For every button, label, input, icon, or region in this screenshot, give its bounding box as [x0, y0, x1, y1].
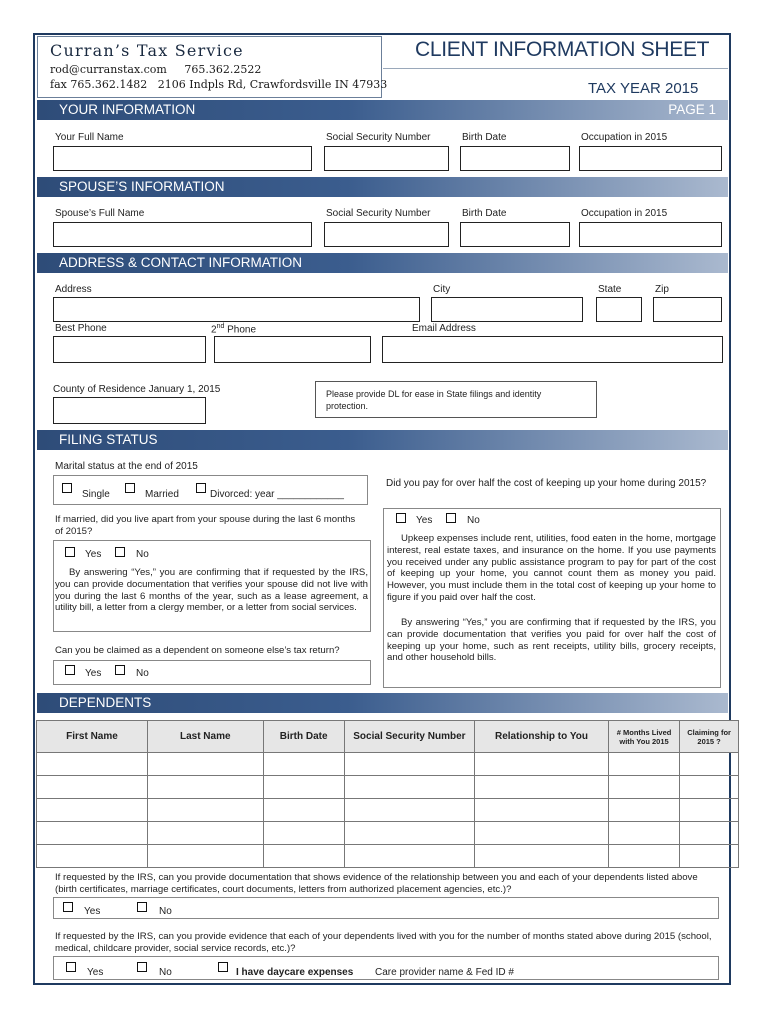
col-claiming: Claiming for 2015 ?	[680, 721, 739, 753]
dependent-cell[interactable]	[263, 799, 344, 822]
address-contact-title: ADDRESS & CONTACT INFORMATION	[59, 255, 303, 270]
your-occupation-input[interactable]	[579, 146, 722, 171]
col-birth-date: Birth Date	[263, 721, 344, 753]
home-cost-yes-label: Yes	[416, 515, 433, 526]
spouse-full-name-input[interactable]	[53, 222, 312, 247]
col-months-lived: # Months Lived with You 2015	[608, 721, 679, 753]
dependent-cell[interactable]	[147, 799, 263, 822]
dependent-cell[interactable]	[37, 776, 148, 799]
dependent-cell[interactable]	[680, 845, 739, 868]
dependent-row	[37, 753, 739, 776]
daycare-label: I have daycare expenses	[236, 967, 354, 978]
dependent-cell[interactable]	[147, 845, 263, 868]
relationship-no-checkbox[interactable]	[137, 902, 147, 912]
dependent-cell[interactable]	[147, 822, 263, 845]
married-checkbox[interactable]	[125, 483, 135, 493]
dependent-cell[interactable]	[344, 822, 474, 845]
col-first-name: First Name	[37, 721, 148, 753]
col-last-name: Last Name	[147, 721, 263, 753]
dependent-cell[interactable]	[37, 845, 148, 868]
dependent-cell[interactable]	[680, 822, 739, 845]
spouse-ssn-input[interactable]	[324, 222, 449, 247]
second-phone-input[interactable]	[214, 336, 371, 363]
live-apart-question: If married, did you live apart from your spouse during the last 6 months of 2015?	[55, 514, 356, 537]
state-label: State	[598, 284, 622, 295]
dependents-header	[37, 693, 728, 713]
dependent-row	[37, 822, 739, 845]
divorced-checkbox[interactable]	[196, 483, 206, 493]
dependent-cell[interactable]	[263, 845, 344, 868]
live-apart-yes-label: Yes	[85, 549, 102, 560]
single-checkbox[interactable]	[62, 483, 72, 493]
dependent-cell[interactable]	[344, 753, 474, 776]
dependent-cell[interactable]	[344, 776, 474, 799]
married-label: Married	[145, 489, 179, 500]
home-cost-no-label: No	[467, 515, 480, 526]
spouse-birth-date-input[interactable]	[460, 222, 570, 247]
spouse-full-name-label: Spouse’s Full Name	[55, 208, 145, 219]
second-phone-suffix: nd	[216, 323, 225, 330]
single-label: Single	[82, 489, 110, 500]
dependent-cell[interactable]	[37, 822, 148, 845]
form-title: CLIENT INFORMATION SHEET	[415, 38, 710, 61]
dependent-cell[interactable]	[680, 799, 739, 822]
dependent-row	[37, 845, 739, 868]
dependent-cell[interactable]	[344, 799, 474, 822]
dependent-cell[interactable]	[147, 753, 263, 776]
dependent-claim-no-checkbox[interactable]	[115, 665, 125, 675]
company-email-phone: rod@curranstax.com 765.362.2522	[50, 63, 262, 76]
dependent-cell[interactable]	[147, 776, 263, 799]
relationship-no-label: No	[159, 906, 172, 917]
spouse-ssn-label: Social Security Number	[326, 208, 431, 219]
county-input[interactable]	[53, 397, 206, 424]
city-label: City	[433, 284, 451, 295]
dependent-cell[interactable]	[263, 776, 344, 799]
email-label: Email Address	[412, 323, 476, 334]
spouse-birth-date-label: Birth Date	[462, 208, 507, 219]
second-phone-label	[211, 323, 256, 335]
relationship-question: If requested by the IRS, can you provide documentation that shows evidence of the relationship between you and each of your dependents listed above (birth certificates, marriage certificates, court documents, letters from authorized placement agencies, etc.)?	[55, 872, 698, 895]
your-birth-date-label: Birth Date	[462, 132, 507, 143]
dependent-cell[interactable]	[475, 822, 609, 845]
second-phone-number: 2	[211, 324, 217, 336]
home-cost-question: Did you pay for over half the cost of keeping up your home during 2015?	[386, 478, 707, 489]
dependent-cell[interactable]	[475, 799, 609, 822]
city-input[interactable]	[431, 297, 583, 322]
lived-with-yes-checkbox[interactable]	[66, 962, 76, 972]
dependent-cell[interactable]	[608, 753, 679, 776]
tax-year: TAX YEAR 2015	[588, 80, 699, 97]
dependent-cell[interactable]	[475, 753, 609, 776]
your-full-name-input[interactable]	[53, 146, 312, 171]
spouse-information-title: SPOUSE’S INFORMATION	[59, 179, 225, 194]
dependent-cell[interactable]	[608, 822, 679, 845]
dependent-cell[interactable]	[263, 753, 344, 776]
relationship-yes-label: Yes	[84, 906, 101, 917]
col-ssn: Social Security Number	[344, 721, 474, 753]
dependent-claim-no-label: No	[136, 668, 149, 679]
dl-note-text: Please provide DL for ease in State filings and identity protection.	[326, 389, 542, 411]
home-cost-yes-note: By answering “Yes,” you are confirming that if requested by the IRS, you can provide documentation that verifies you paid for over half the cost of keeping up your home, such as rent receipts, utility bills, grocery receipts, and other household bills.	[387, 617, 716, 664]
dependents-header-row	[37, 721, 739, 753]
your-full-name-label: Your Full Name	[55, 132, 124, 143]
dependent-row	[37, 776, 739, 799]
relationship-answer-box	[53, 897, 719, 919]
daycare-checkbox[interactable]	[218, 962, 228, 972]
company-fax-address: fax 765.362.1482 2106 Indpls Rd, Crawfordsville IN 47933	[50, 78, 388, 91]
lived-with-yes-label: Yes	[87, 967, 104, 978]
your-information-title: YOUR INFORMATION	[59, 102, 196, 117]
dependent-claim-yes-checkbox[interactable]	[65, 665, 75, 675]
upkeep-note: Upkeep expenses include rent, utilities, food eaten in the home, mortgage interest, real estate taxes, and insurance on the home. If you use payments you received under any public assistance program to pay for part of the cost of keeping up your home, you cannot count them as money you paid. However, you must include them in the total cost of keeping up your home to figure if you paid over half the cost.	[387, 533, 716, 603]
lived-with-no-label: No	[159, 967, 172, 978]
dependent-cell[interactable]	[608, 776, 679, 799]
dependent-cell[interactable]	[680, 753, 739, 776]
spouse-occupation-label: Occupation in 2015	[581, 208, 668, 219]
your-occupation-label: Occupation in 2015	[581, 132, 668, 143]
state-input[interactable]	[596, 297, 642, 322]
your-information-header	[37, 100, 728, 120]
dependent-cell[interactable]	[475, 845, 609, 868]
dependent-row	[37, 799, 739, 822]
zip-input[interactable]	[653, 297, 722, 322]
title-rule	[383, 68, 728, 69]
second-phone-text: Phone	[224, 324, 257, 336]
live-apart-no-label: No	[136, 549, 149, 560]
live-apart-yes-checkbox[interactable]	[65, 547, 75, 557]
dependent-cell[interactable]	[344, 845, 474, 868]
spouse-occupation-input[interactable]	[579, 222, 722, 247]
best-phone-label: Best Phone	[55, 323, 107, 334]
dependent-cell[interactable]	[680, 776, 739, 799]
dependent-cell[interactable]	[608, 845, 679, 868]
dependent-cell[interactable]	[608, 799, 679, 822]
address-contact-header	[37, 253, 728, 273]
email-input[interactable]	[382, 336, 723, 363]
relationship-yes-checkbox[interactable]	[63, 902, 73, 912]
dependent-cell[interactable]	[37, 753, 148, 776]
county-label: County of Residence January 1, 2015	[53, 384, 221, 395]
zip-label: Zip	[655, 284, 669, 295]
your-birth-date-input[interactable]	[460, 146, 570, 171]
home-cost-no-checkbox[interactable]	[446, 513, 456, 523]
divorced-label: Divorced: year ____________	[210, 489, 344, 500]
filing-status-title: FILING STATUS	[59, 432, 158, 447]
dependents-table	[36, 720, 739, 868]
your-ssn-label: Social Security Number	[326, 132, 431, 143]
col-relationship: Relationship to You	[475, 721, 609, 753]
care-provider-label: Care provider name & Fed ID #	[375, 967, 514, 978]
spouse-information-header	[37, 177, 728, 197]
live-apart-no-checkbox[interactable]	[115, 547, 125, 557]
best-phone-input[interactable]	[53, 336, 206, 363]
address-label: Address	[55, 284, 92, 295]
dependent-claim-yes-label: Yes	[85, 668, 102, 679]
lived-with-no-checkbox[interactable]	[137, 962, 147, 972]
dependents-title: DEPENDENTS	[59, 695, 152, 710]
dependent-claim-question: Can you be claimed as a dependent on someone else’s tax return?	[55, 645, 340, 656]
lived-with-question: If requested by the IRS, can you provide evidence that each of your dependents lived with you for the number of months stated above during 2015 (school, medical, childcare provider, social service records, etc.)?	[55, 931, 712, 954]
page-number: PAGE 1	[668, 102, 716, 117]
your-ssn-input[interactable]	[324, 146, 449, 171]
dependent-cell[interactable]	[263, 822, 344, 845]
dependent-cell[interactable]	[475, 776, 609, 799]
dependent-cell[interactable]	[37, 799, 148, 822]
address-input[interactable]	[53, 297, 420, 322]
company-name: Curran’s Tax Service	[50, 41, 244, 60]
home-cost-yes-checkbox[interactable]	[396, 513, 406, 523]
marital-status-question: Marital status at the end of 2015	[55, 461, 198, 472]
filing-status-header	[37, 430, 728, 450]
live-apart-note: By answering “Yes,” you are confirming that if requested by the IRS, you can provide documentation that verifies your spouse did not live with you during the last 6 months of the year, such as a lease agreement, a utility bill, a letter from a clergy member, or a letter from social services.	[55, 567, 368, 614]
